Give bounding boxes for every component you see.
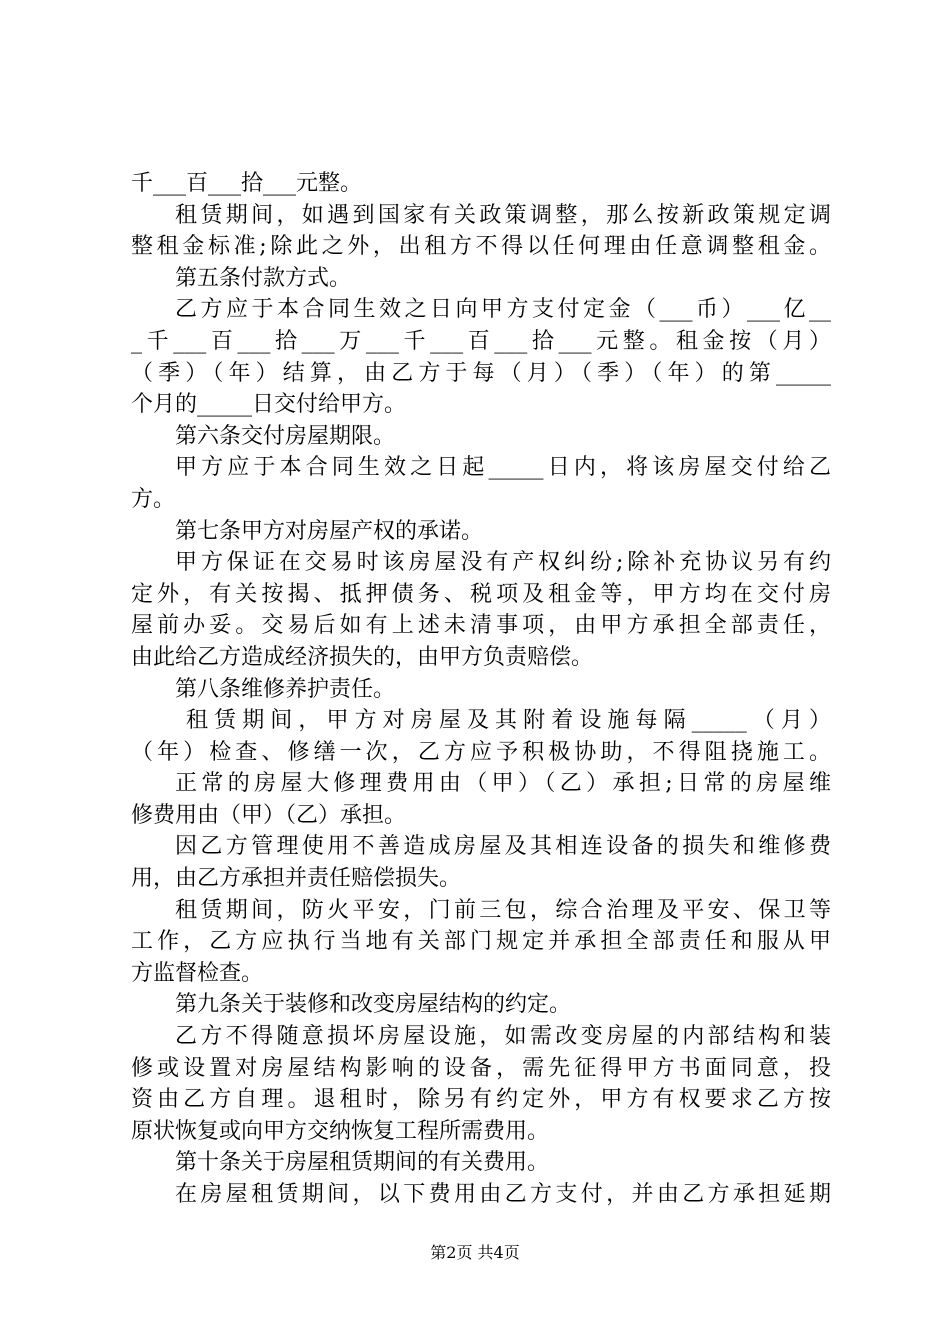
body-line: 甲方保证在交易时该房屋没有产权纠纷;除补充协议另有约 [175, 550, 831, 576]
body-line: 屋前办妥。交易后如有上述未清事项，由甲方承担全部责任， [131, 613, 831, 639]
contract-body [131, 168, 831, 1211]
body-line: 方。 [131, 486, 176, 512]
body-line: 在房屋租赁期间，以下费用由乙方支付，并由乙方承担延期 [175, 1182, 831, 1207]
body-line: 甲方应于本合同生效之日起_____日内，将该房屋交付给乙 [175, 455, 831, 481]
body-line: 修费用由（甲）（乙）承担。 [131, 802, 407, 828]
body-line: （年）检查、修缮一次，乙方应予积极协助，不得阻挠施工。 [131, 739, 831, 765]
body-line: 租赁期间，甲方对房屋及其附着设施每隔_____（月） [186, 708, 831, 734]
body-line: （季）（年）结算，由乙方于每（月）（季）（年）的第_____ [131, 360, 831, 386]
section-heading: 第九条关于装修和改变房屋结构的约定。 [175, 992, 572, 1018]
section-heading: 第八条维修养护责任。 [175, 676, 396, 702]
body-line: 个月的_____日交付给甲方。 [131, 392, 407, 418]
body-line: 定外，有关按揭、抵押债务、税项及租金等，甲方均在交付房 [131, 581, 831, 607]
body-line: 原状恢复或向甲方交纳恢复工程所需费用。 [131, 1118, 550, 1144]
body-line: 整租金标准;除此之外，出租方不得以任何理由任意调整租金。 [131, 234, 831, 260]
body-line: 由此给乙方造成经济损失的，由甲方负责赔偿。 [131, 644, 594, 670]
page-number-footer: 第2页 共4页 [430, 1243, 520, 1262]
body-line: 千___百___拾___元整。 [131, 171, 363, 196]
body-line: 资由乙方自理。退租时，除另有约定外，甲方有权要求乙方按 [131, 1087, 831, 1113]
body-line: 租赁期间，防火平安，门前三包，综合治理及平安、保卫等 [175, 897, 831, 923]
section-heading: 第六条交付房屋期限。 [175, 423, 396, 449]
section-heading: 第十条关于房屋租赁期间的有关费用。 [175, 1150, 550, 1176]
body-line: 因乙方管理使用不善造成房屋及其相连设备的损失和维修费 [175, 834, 831, 860]
body-line: 修或设置对房屋结构影响的设备，需先征得甲方书面同意，投 [131, 1055, 831, 1081]
section-heading: 第七条甲方对房屋产权的承诺。 [175, 518, 484, 544]
body-line: 乙方应于本合同生效之日向甲方支付定金（___币）___亿__ [175, 297, 831, 323]
body-line: 工作，乙方应执行当地有关部门规定并承担全部责任和服从甲 [131, 929, 831, 955]
body-line: 正常的房屋大修理费用由（甲）（乙）承担;日常的房屋维 [175, 771, 831, 797]
section-heading: 第五条付款方式。 [175, 265, 352, 291]
body-line: 乙方不得随意损坏房屋设施，如需改变房屋的内部结构和装 [175, 1024, 831, 1050]
body-line: 用，由乙方承担并责任赔偿损失。 [131, 866, 462, 892]
body-line: _千___百___拾___万___千___百___拾___元整。租金按（月） [131, 328, 831, 354]
body-line: 租赁期间，如遇到国家有关政策调整，那么按新政策规定调 [175, 202, 831, 228]
body-line: 方监督检查。 [131, 960, 264, 986]
